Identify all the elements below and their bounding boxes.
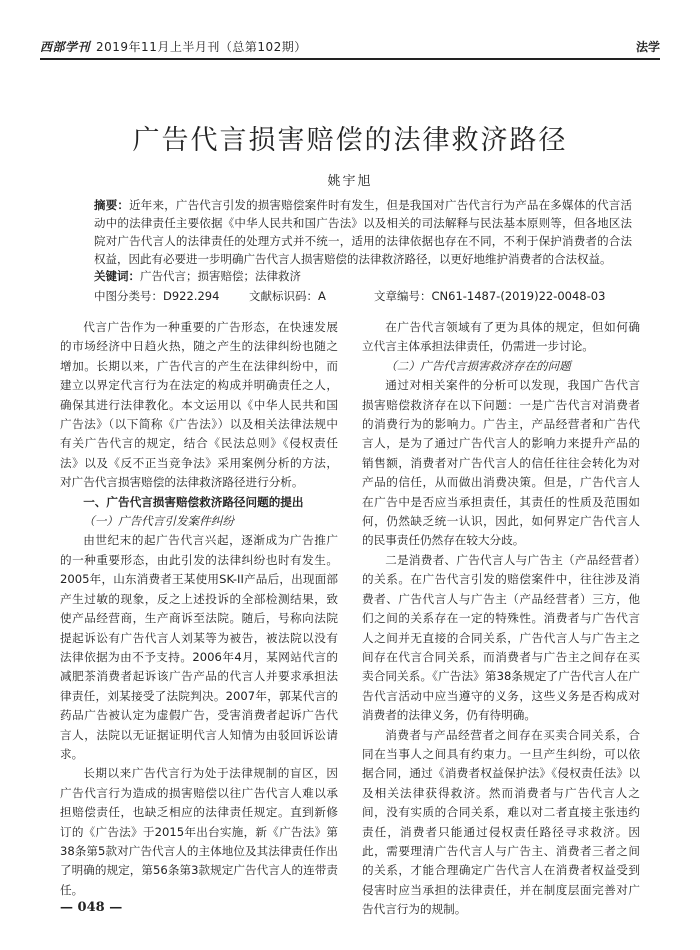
- issue-info: 2019年11月上半月刊（总第102期）: [96, 40, 307, 54]
- keywords-label: 关键词：: [94, 269, 140, 283]
- section-name: 法学: [635, 40, 660, 54]
- paragraph: 由世纪末的起广告代言兴起，逐渐成为广告推广的一种重要形态，由此引发的法律纠纷也时有发生。2005年，山东消费者王某使用SK-II产品后，出现面部产生过敏的现象，反之上述投诉的全部检测结果，致使产品经营商，生产商诉至法院。随后，号称向法院提起诉讼有广告代言人刘某等为被告，被法院以没有法律依据为由不予支持。2006年4月，某网站代言的减肥茶消费者起诉该广告产品的代言人并要求承担法律责任，刘某接受了法院判决。2007年，郭某代言的药品广告被认定为虚假广告，受害消费者起诉广告代言人，法院以无证据证明代言人知情为由驳回诉讼请求。: [60, 533, 338, 761]
- body-column-left: [60, 318, 338, 900]
- paragraph: 消费者与产品经营者之间存在买卖合同关系，合同在当事人之间具有约束力。一旦产生纠纷，可以依据合同，通过《消费者权益保护法》《侵权责任法》以及相关法律获得救济。然而消费者与广告代言人之间，没有实质的合同关系，难以对二者直接主张违约责任，消费者只能通过侵权责任路径寻求救济。因此，需要理清广告代言人与广告主、消费者三者之间的关系，才能合理确定广告代言人在消费者权益受到侵害时应当承担的法律责任，并在制度层面完善对广告代言行为的规制。: [362, 727, 640, 917]
- page-number: — 048 —: [60, 900, 123, 915]
- running-header: [40, 36, 660, 60]
- keywords-text: 广告代言；损害赔偿；法律救济: [140, 269, 301, 283]
- article-author: 姚宇旭: [327, 174, 373, 189]
- body-column-right: [362, 318, 640, 920]
- clc-number: 中图分类号：D922.294: [94, 289, 220, 303]
- abstract-label: 摘要：: [94, 198, 130, 212]
- document-code: 文献标识码：A: [249, 289, 326, 303]
- paragraph: 在广告代言领域有了更为具体的规定，但如何确立代言主体承担法律责任，仍需进一步讨论。: [362, 320, 640, 354]
- section-heading: （二）广告代言损害救济存在的问题: [385, 358, 571, 373]
- keywords: [94, 268, 632, 284]
- paragraph: 通过对相关案件的分析可以发现，我国广告代言损害赔偿救济存在以下问题：一是广告代言对消费者的消费行为的影响力。广告主，产品经营者和广告代言人，是为了通过广告代言人的影响力来提升产品的销售额，消费者对广告代言人的信任往往会转化为对产品的信任，从而做出消费决策。但是，广告代言人在广告中是否应当承担责任，其责任的性质及范围如何，仍然缺乏统一认识，因此，如何界定广告代言人的民事责任仍然存在较大分歧。: [362, 378, 640, 548]
- section-heading: 一、广告代言损害赔偿救济路径问题的提出: [83, 494, 304, 509]
- article-number: 文章编号：CN61-1487-(2019)22-0048-03: [374, 289, 606, 303]
- abstract: [94, 196, 632, 268]
- journal-name: 西部学刊: [40, 40, 91, 54]
- article-title: 广告代言损害赔偿的法律救济路径: [132, 125, 568, 156]
- abstract-text: 近年来，广告代言引发的损害赔偿案件时有发生，但是我国对广告代言行为产品在多媒体的代言活动中的法律责任主要依据《中华人民共和国广告法》以及相关的司法解释与民法基本原则等，但各地区法院对广告代言人的法律责任的处理方式并不统一，适用的法律依据也存在不同，不利于保护消费者的合法权益，因此有必要进一步明确广告代言人损害赔偿的法律救济路径，以更好地维护消费者的合法权益。: [94, 198, 633, 266]
- journal-info: [40, 38, 307, 55]
- paragraph: 长期以来广告代言行为处于法律规制的盲区，因广告代言行为造成的损害赔偿以往广告代言人难以承担赔偿责任，也缺乏相应的法律责任规定。直到新修订的《广告法》于2015年出台实施，新《广告法》第38条第5款对广告代言人的主体地位及其法律责任作出了明确的规定，第56条第3款规定广告代言人的连带责任。: [60, 766, 338, 897]
- section-heading: （一）广告代言引发案件纠纷: [83, 514, 234, 529]
- paragraph: 代言广告作为一种重要的广告形态，在快速发展的市场经济中日趋火热，随之产生的法律纠纷也随之增加。长期以来，广告代言的产生在法律纠纷中，而建立以界定代言行为在法定的构成并明确责任之人，确保其进行法律教化。本文运用以《中华人民共和国广告法》（以下简称《广告法》）以及相关法律法规中有关广告代言的规定，结合《民法总则》《侵权责任法》以及《反不正当竞争法》采用案例分析的方法，对广告代言损害赔偿的法律救济路径进行分析。: [60, 320, 338, 490]
- paragraph: 二是消费者、广告代言人与广告主（产品经营者）的关系。在广告代言引发的赔偿案件中，往往涉及消费者、广告代言人与广告主（产品经营者）三方，他们之间的关系存在一定的特殊性。消费者与广告代言人之间并无直接的合同关系，广告代言人与广告主之间存在代言合同关系，而消费者与广告主之间存在买卖合同关系。《广告法》第38条规定了广告代言人在广告代言活动中应当遵守的义务，这些义务是否构成对消费者的法律义务，仍有待明确。: [362, 552, 640, 723]
